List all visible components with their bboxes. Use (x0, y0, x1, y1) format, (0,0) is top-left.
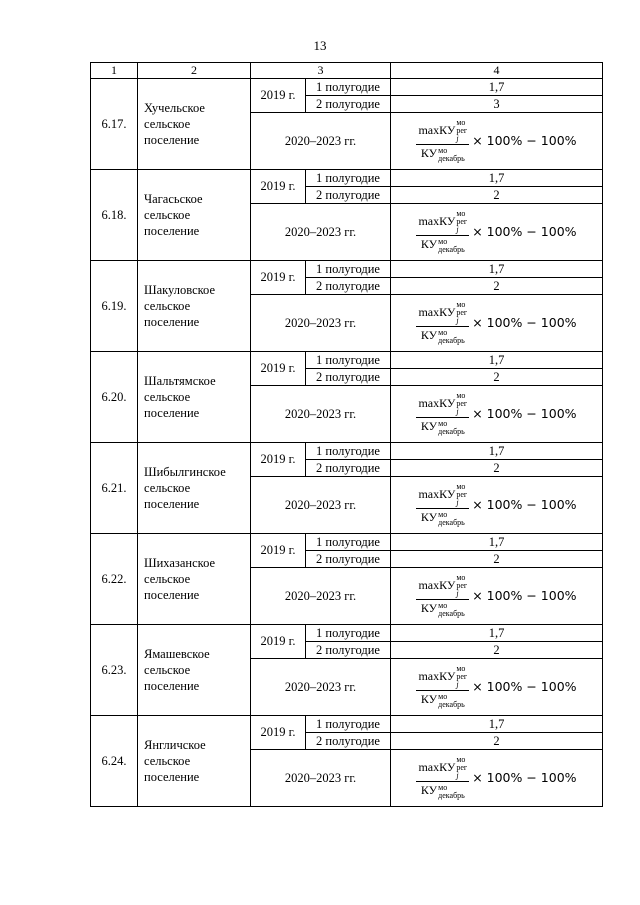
half-year-2: 2 полугодие (306, 96, 391, 113)
settlement-name: Хучельское сельское поселение (138, 79, 251, 170)
half-year-1: 1 полугодие (306, 534, 391, 551)
formula-numerator: maxКУ мо рег j (418, 118, 468, 144)
row-number: 6.20. (91, 352, 138, 443)
formula-denominator: КУ мо декабрь (420, 327, 465, 345)
half-year-1: 1 полугодие (306, 170, 391, 187)
formula-cell (391, 477, 603, 534)
table-row (91, 716, 603, 733)
value-half-1: 1,7 (391, 625, 603, 642)
formula-fraction (416, 574, 469, 617)
formula-cell (391, 750, 603, 807)
row-number: 6.19. (91, 261, 138, 352)
header-cell-1: 1 (91, 63, 138, 79)
formula-denominator: КУ мо декабрь (420, 509, 465, 527)
formula-fraction (416, 119, 469, 162)
settlement-name: Ямашевское сельское поселение (138, 625, 251, 716)
half-year-2: 2 полугодие (306, 551, 391, 568)
formula-cell (391, 568, 603, 625)
value-half-1: 1,7 (391, 79, 603, 96)
year-cell: 2019 г. (251, 79, 306, 113)
settlement-name: Шальтямское сельское поселение (138, 352, 251, 443)
formula-tail: × 100% − 100% (472, 224, 577, 240)
period-range: 2020–2023 гг. (251, 750, 391, 807)
formula-denominator: КУ мо декабрь (420, 418, 465, 436)
formula-cell (391, 659, 603, 716)
year-cell: 2019 г. (251, 170, 306, 204)
value-half-2: 3 (391, 96, 603, 113)
year-cell: 2019 г. (251, 261, 306, 295)
year-cell: 2019 г. (251, 443, 306, 477)
period-range: 2020–2023 гг. (251, 568, 391, 625)
year-cell: 2019 г. (251, 716, 306, 750)
table-row (91, 79, 603, 96)
formula-tail: × 100% − 100% (472, 497, 577, 513)
header-cell-3: 3 (251, 63, 391, 79)
half-year-2: 2 полугодие (306, 369, 391, 386)
header-cell-4: 4 (391, 63, 603, 79)
year-cell: 2019 г. (251, 625, 306, 659)
formula-numerator: maxКУ мо рег j (418, 664, 468, 690)
page-number: 13 (313, 38, 327, 53)
value-half-2: 2 (391, 187, 603, 204)
value-half-1: 1,7 (391, 352, 603, 369)
value-half-2: 2 (391, 733, 603, 750)
half-year-2: 2 полугодие (306, 187, 391, 204)
formula-cell (391, 204, 603, 261)
formula-tail: × 100% − 100% (472, 315, 577, 331)
half-year-1: 1 полугодие (306, 261, 391, 278)
row-number: 6.22. (91, 534, 138, 625)
value-half-2: 2 (391, 460, 603, 477)
period-range: 2020–2023 гг. (251, 113, 391, 170)
value-half-1: 1,7 (391, 716, 603, 733)
formula-denominator: КУ мо декабрь (420, 236, 465, 254)
formula-numerator: maxКУ мо рег j (418, 209, 468, 235)
settlement-name: Шакуловское сельское поселение (138, 261, 251, 352)
formula-numerator: maxКУ мо рег j (418, 482, 468, 508)
half-year-1: 1 полугодие (306, 352, 391, 369)
table-row (91, 443, 603, 460)
formula-tail: × 100% − 100% (472, 770, 577, 786)
formula-denominator: КУ мо декабрь (420, 782, 465, 800)
value-half-2: 2 (391, 369, 603, 386)
table-row (91, 261, 603, 278)
formula-fraction (416, 210, 469, 253)
half-year-1: 1 полугодие (306, 79, 391, 96)
formula-cell (391, 386, 603, 443)
half-year-2: 2 полугодие (306, 278, 391, 295)
table-row (91, 625, 603, 642)
row-number: 6.24. (91, 716, 138, 807)
value-half-2: 2 (391, 642, 603, 659)
formula-numerator: maxКУ мо рег j (418, 755, 468, 781)
half-year-1: 1 полугодие (306, 716, 391, 733)
settlement-name: Чагасьское сельское поселение (138, 170, 251, 261)
formula-numerator: maxКУ мо рег j (418, 573, 468, 599)
period-range: 2020–2023 гг. (251, 477, 391, 534)
table-row (91, 170, 603, 187)
value-half-1: 1,7 (391, 534, 603, 551)
half-year-2: 2 полугодие (306, 733, 391, 750)
period-range: 2020–2023 гг. (251, 295, 391, 352)
formula-fraction (416, 392, 469, 435)
formula-denominator: КУ мо декабрь (420, 691, 465, 709)
period-range: 2020–2023 гг. (251, 659, 391, 716)
period-range: 2020–2023 гг. (251, 386, 391, 443)
formula-cell (391, 295, 603, 352)
year-cell: 2019 г. (251, 534, 306, 568)
formula-denominator: КУ мо декабрь (420, 145, 465, 163)
tariff-table (90, 62, 603, 807)
row-number: 6.21. (91, 443, 138, 534)
table-row (91, 534, 603, 551)
header-row (91, 63, 603, 79)
table-row (91, 352, 603, 369)
settlement-name: Янгличское сельское поселение (138, 716, 251, 807)
value-half-2: 2 (391, 278, 603, 295)
half-year-2: 2 полугодие (306, 460, 391, 477)
settlement-name: Шихазанское сельское поселение (138, 534, 251, 625)
half-year-1: 1 полугодие (306, 443, 391, 460)
header-cell-2: 2 (138, 63, 251, 79)
formula-tail: × 100% − 100% (472, 588, 577, 604)
value-half-1: 1,7 (391, 170, 603, 187)
value-half-1: 1,7 (391, 443, 603, 460)
formula-fraction (416, 483, 469, 526)
formula-numerator: maxКУ мо рег j (418, 391, 468, 417)
formula-fraction (416, 756, 469, 799)
value-half-2: 2 (391, 551, 603, 568)
value-half-1: 1,7 (391, 261, 603, 278)
row-number: 6.23. (91, 625, 138, 716)
formula-tail: × 100% − 100% (472, 406, 577, 422)
half-year-2: 2 полугодие (306, 642, 391, 659)
row-number: 6.17. (91, 79, 138, 170)
formula-tail: × 100% − 100% (472, 679, 577, 695)
row-number: 6.18. (91, 170, 138, 261)
half-year-1: 1 полугодие (306, 625, 391, 642)
formula-tail: × 100% − 100% (472, 133, 577, 149)
formula-numerator: maxКУ мо рег j (418, 300, 468, 326)
formula-fraction (416, 665, 469, 708)
formula-fraction (416, 301, 469, 344)
settlement-name: Шибылгинское сельское поселение (138, 443, 251, 534)
period-range: 2020–2023 гг. (251, 204, 391, 261)
formula-denominator: КУ мо декабрь (420, 600, 465, 618)
formula-cell (391, 113, 603, 170)
year-cell: 2019 г. (251, 352, 306, 386)
